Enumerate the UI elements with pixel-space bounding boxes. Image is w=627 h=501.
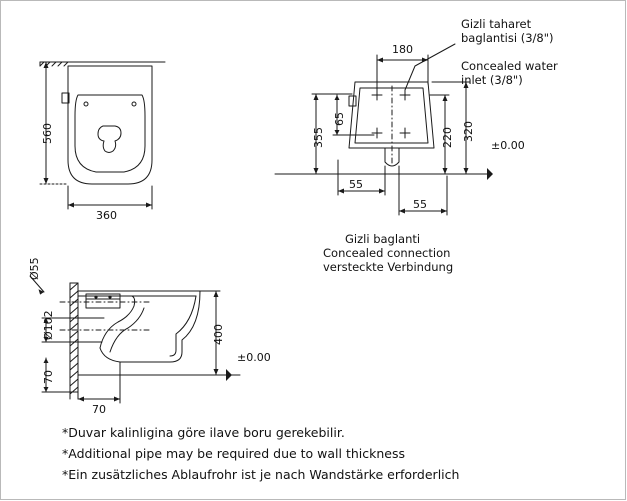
footnote-tr: *Duvar kalinligina göre ilave boru gerekebilir. — [62, 425, 345, 440]
callout-en-line2: inlet (3/8") — [461, 73, 523, 87]
dim-label-70-vertical: 70 — [42, 370, 55, 384]
dim-label-65: 65 — [333, 112, 346, 126]
caption-line-en: Concealed connection — [323, 246, 451, 260]
dim-label-55-left: 55 — [349, 178, 363, 191]
caption-line-de: versteckte Verbindung — [323, 260, 454, 274]
dim-label-400: 400 — [212, 324, 225, 345]
dim-label-d55: Ø55 — [28, 257, 41, 280]
callout-tr-line2: baglantisi (3/8") — [461, 31, 554, 45]
level-marker-back: ±0.00 — [491, 139, 525, 152]
level-marker-side: ±0.00 — [237, 351, 271, 364]
footnote-en: *Additional pipe may be required due to wall thickness — [62, 446, 406, 461]
dim-label-55-right: 55 — [413, 198, 427, 211]
dim-label-320: 320 — [462, 121, 475, 142]
callout-tr-line1: Gizli taharet — [461, 17, 532, 31]
callout-en-line1: Concealed water — [461, 59, 558, 73]
dim-label-d102: Ø102 — [42, 310, 55, 340]
dim-label-70-horizontal: 70 — [92, 403, 106, 416]
dim-label-360: 360 — [96, 209, 117, 222]
dim-label-355: 355 — [312, 127, 325, 148]
dim-label-560: 560 — [41, 123, 54, 144]
dim-label-220: 220 — [441, 127, 454, 148]
caption-line-tr: Gizli baglanti — [345, 232, 421, 246]
footnote-de: *Ein zusätzliches Ablaufrohr ist je nach Wandstärke erforderlich — [62, 467, 460, 482]
dim-label-180: 180 — [392, 43, 413, 56]
